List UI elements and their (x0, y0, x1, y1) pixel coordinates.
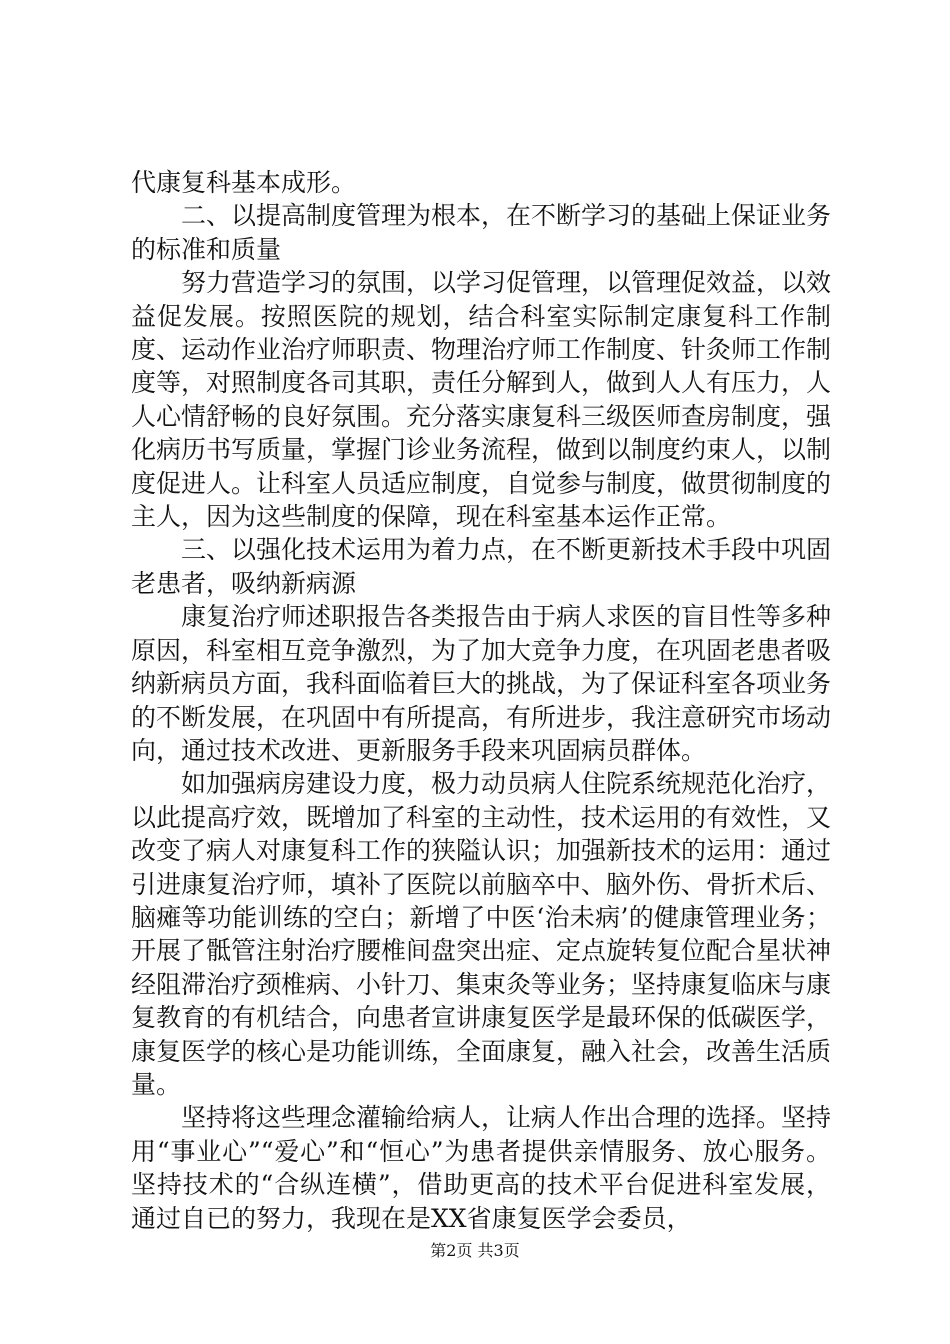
section-heading-3: 三、以强化技术运用为着力点，在不断更新技术手段中巩固老患者，吸纳新病源 (131, 535, 832, 598)
paragraph-competition: 康复治疗师述职报告各类报告由于病人求医的盲目性等多种原因，科室相互竞争激烈，为了加大竞争力度，在巩固老患者吸纳新病员方面，我科面临着巨大的挑战，为了保证科室各项业务的不断发展，在巩固中有所提高，有所进步，我注意研究市场动向，通过技术改进、更新服务手段来巩固病员群体。 (131, 602, 832, 765)
page-footer: 第2页 共3页 (430, 1241, 520, 1260)
paragraph-service: 坚持将这些理念灌输给病人，让病人作出合理的选择。坚持用“事业心”“爱心”和“恒心”为患者提供亲情服务、放心服务。坚持技术的“合纵连横”，借助更高的技术平台促进科室发展，通过自已的努力，我现在是XX省康复医学会委员， (131, 1103, 832, 1233)
document-body (131, 166, 831, 1235)
paragraph-new-technology: 如加强病房建设力度，极力动员病人住院系统规范化治疗，以此提高疗效，既增加了科室的主动性，技术运用的有效性，又改变了病人对康复科工作的狭隘认识；加强新技术的运用：通过引进康复治疗师，填补了医院以前脑卒中、脑外伤、骨折术后、脑瘫等功能训练的空白；新增了中医‘治未病’的健康管理业务；开展了骶管注射治疗腰椎间盘突出症、定点旋转复位配合星状神经阻滞治疗颈椎病、小针刀、集束灸等业务；坚持康复临床与康复教育的有机结合，向患者宣讲康复医学是最环保的低碳医学，康复医学的核心是功能训练，全面康复，融入社会，改善生活质量。 (131, 769, 832, 1099)
section-heading-2: 二、以提高制度管理为根本，在不断学习的基础上保证业务的标准和质量 (131, 201, 832, 264)
paragraph-management: 努力营造学习的氛围，以学习促管理，以管理促效益，以效益促发展。按照医院的规划，结合科室实际制定康复科工作制度、运动作业治疗师职责、物理治疗师工作制度、针灸师工作制度等，对照制度各司其职，责任分解到人，做到人人有压力，人人心情舒畅的良好氛围。充分落实康复科三级医师查房制度，强化病历书写质量，掌握门诊业务流程，做到以制度约束人，以制度促进人。让科室人员适应制度，自觉参与制度，做贯彻制度的主人，因为这些制度的保障，现在科室基本运作正常。 (131, 268, 832, 532)
paragraph-continuation: 代康复科基本成形。 (131, 168, 357, 197)
